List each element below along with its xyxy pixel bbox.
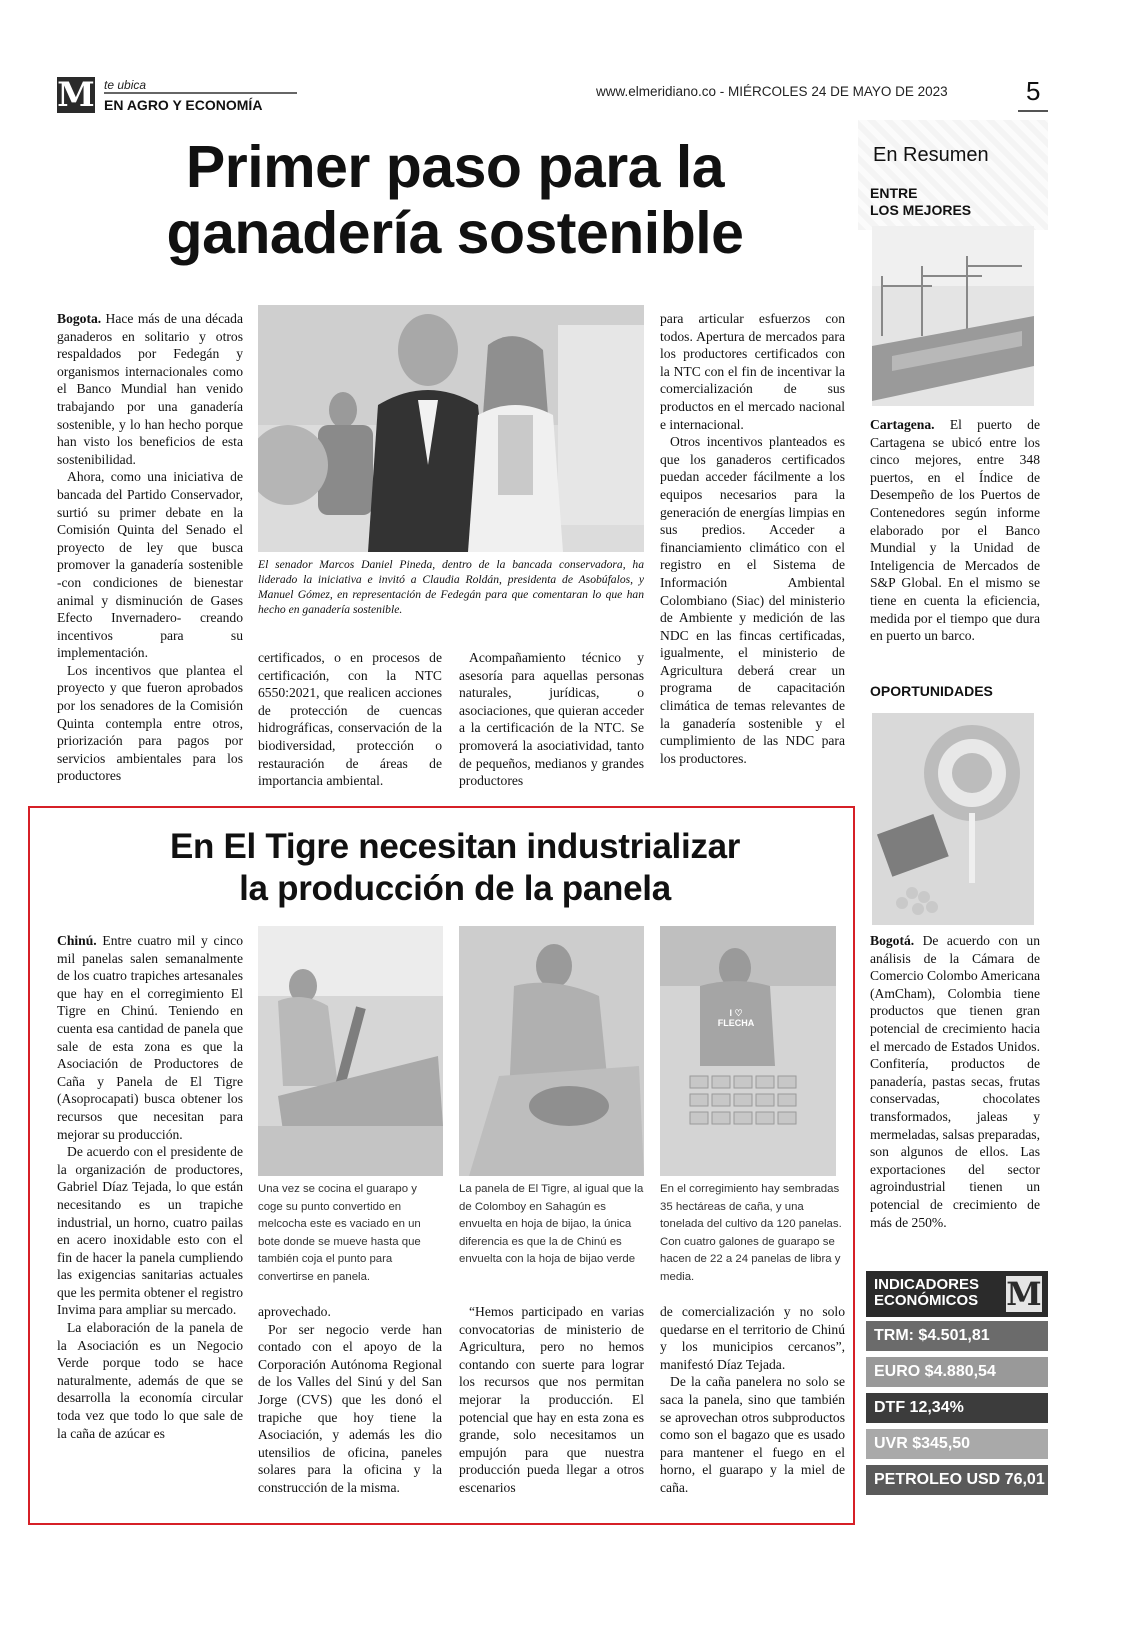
panela-caption-3: En el corregimiento hay sembradas 35 hectáreas de caña, y una tonelada del cultivo da 120 panelas. Con cuatro galones de guarapo se hacen de 22 a 24 panelas de libra y media. bbox=[660, 1183, 842, 1283]
article2-headline-line2: la producción de la panela bbox=[239, 869, 671, 908]
article2-col2 bbox=[258, 1303, 442, 1497]
confectionery-photo bbox=[872, 713, 1034, 925]
page-number: 5 bbox=[1026, 76, 1041, 106]
article2-col1 bbox=[57, 932, 243, 1442]
sidebar-item2-dateline: Bogotá. bbox=[870, 933, 915, 948]
section-label: EN AGRO Y ECONOMÍA bbox=[104, 97, 263, 113]
cartagena-port-photo bbox=[872, 226, 1034, 406]
wrapping-panela-photo bbox=[459, 926, 644, 1176]
sidebar-item1-heading bbox=[870, 185, 971, 219]
panela-caption-2: La panela de El Tigre, al igual que la de Colomboy en Sahagún es envuelta en hoja de bijao, la única diferencia es que la de Chinú es envuelta con la hoja de bijao verde bbox=[459, 1183, 644, 1265]
article1-col4 bbox=[660, 310, 845, 767]
article1-photo bbox=[258, 305, 644, 552]
article1-headline-line2: ganadería sostenible bbox=[166, 200, 744, 266]
date-line: www.elmeridiano.co - MIÉRCOLES 24 DE MAYO DE 2023 bbox=[596, 84, 948, 99]
article1-col3-text: Acompañamiento técnico y asesoría para aquellas personas naturales, jurídicas, o asociaciones, que quieran acceder a la certificación de la NTC. Se promoverá la asociatividad, tanto de pequeños, medianos y grandes productores bbox=[459, 650, 644, 789]
article2-headline-line1: En El Tigre necesitan industrializar bbox=[169, 827, 741, 866]
article1-headline bbox=[60, 134, 850, 266]
candy-photo bbox=[872, 713, 1034, 925]
article2-headline bbox=[60, 826, 850, 910]
indicators-title bbox=[874, 1277, 979, 1309]
panela-photo-3 bbox=[660, 926, 836, 1176]
sidebar-item2-body: De acuerdo con un análisis de la Cámara de Comercio Colombo Americana (AmCham), Colombia tiene productos que tienen gran potencial de crecimiento hacia el mercado de Estados Unidos. Confitería, productos de panadería, pastas secas, frutas conservadas, chocolates transformados, jaleas y mermeladas, salsas preparadas, son algunos de ellos. Las exportaciones del sector agroindustrial tienen un potencial de crecimiento de más de 250%. bbox=[870, 933, 1040, 1230]
indicators-header bbox=[866, 1271, 1048, 1317]
article2-col3-text: “Hemos participado en varias convocatorias de ministerio de Agricultura, pero no hemos contando con suerte para lograr los recursos que nos permitan mejorar la producción. El potencial que hay en esta zona es grande, solo necesitamos un empujón para que nuestra producción pueda llegar a otros escenarios bbox=[459, 1304, 644, 1495]
shirt-print-line2: FLECHA bbox=[717, 1018, 755, 1028]
sidebar-item1-heading-line2: LOS MEJORES bbox=[870, 202, 972, 218]
indicators-title-line1: INDICADORES bbox=[874, 1276, 980, 1293]
indicator-dtf: DTF 12,34% bbox=[866, 1393, 1048, 1423]
sidebar-item1-body: El puerto de Cartagena se ubicó entre los cinco mejores, entre 348 puertos, en el Índice de Desempeño de los Puertos de Contenedores según informe elaborado por el Banco Mundial y la Unidad de Inteligencia de Mercados de S&P Global. En el mismo se tiene en cuenta la eficiencia, medida por el tiempo que dura en puerto un barco. bbox=[870, 417, 1040, 644]
indicators-logo-letter: M bbox=[1006, 1275, 1042, 1313]
panela-caption-1: Una vez se cocina el guarapo y coge su punto convertido en melcocha este es vaciado en un bote donde se mueve hasta que también coja el punto para convertirse en panela. bbox=[258, 1183, 421, 1283]
article1-col4-p2: Otros incentivos planteados es que los ganaderos certificados puedan acceder fácilmente a los equipos necesarios para la generación de energías limpias en sus predios. Acceder a financiamiento climático con el registro en el Sistema de Información Ambiental Colombiano (Siac) del ministerio de Ambiente y medición de las NDC en las fincas certificadas, igualmente, el ministerio de Agricultura deberá crear un programa de capacitación climática de temas relevantes de la ganadería sostenible y el cumplimiento de las NDC para los productores. bbox=[660, 434, 845, 766]
article1-photo-caption: El senador Marcos Daniel Pineda, dentro de la bancada conservadora, ha liderado la iniciativa e invitó a Claudia Roldán, presidenta de Asobúfalos, y Manuel Gómez, en representación de Fedegán para que comentaran lo que han hecho en ganadería sostenible. bbox=[258, 558, 644, 616]
panela-photo-1 bbox=[258, 926, 443, 1176]
shirt-print-line1: I ♡ bbox=[729, 1008, 743, 1018]
guarapo-vat-photo bbox=[258, 926, 443, 1176]
article1-col2 bbox=[258, 649, 442, 790]
indicators-title-line2: ECONÓMICOS bbox=[874, 1292, 979, 1309]
indicator-euro: EURO $4.880,54 bbox=[866, 1357, 1048, 1387]
article1-col1-p1: Hace más de una década ganaderos en solitario y otros respaldados por Fedegán y organismos internacionales como el Banco Mundial han venido trabajando por una ganadería sostenible, y lo han hecho porque han visto los beneficios de esta sostenibilidad. bbox=[57, 311, 243, 467]
section-rule bbox=[104, 92, 297, 94]
article1-col4-p1: para articular esfuerzos con todos. Apertura de mercados para los productores certificados con la NTC con el fin de incentivar la comercialización de sus productos en el mercado nacional e internacional. bbox=[660, 311, 845, 432]
article1-col1-p3: Los incentivos que plantea el proyecto y que fueron aprobados por los senadores de la Comisión Quinta contempla entre otros, priorización para pagos por servicios ambientales para los productores bbox=[57, 662, 243, 784]
article2-col1-p3: La elaboración de la panela de la Asociación es un Negocio Verde porque todo se hace naturalmente, además de que se desarrolla la economía circular toda vez que todo lo que sale de la caña de azúcar es bbox=[57, 1320, 243, 1441]
logo-letter: M bbox=[57, 75, 95, 115]
sidebar-item1-dateline: Cartagena. bbox=[870, 417, 935, 432]
section-tagline: te ubica bbox=[104, 78, 147, 92]
article1-col1-p2: Ahora, como una iniciativa de bancada del Partido Conservador, surtió su primer debate en la Comisión Quinta del Senado el proyecto de ley que busca promover la ganadería sostenible -con condiciones de bienestar animal y disminución de Gases Efecto Invernadero- creando incentivos para su implementación. bbox=[57, 469, 243, 661]
sidebar-item2-text bbox=[870, 932, 1040, 1231]
port-photo bbox=[872, 226, 1034, 406]
indicators-panel bbox=[866, 1271, 1048, 1501]
article1-col1 bbox=[57, 310, 243, 785]
article2-col1-p1: Entre cuatro mil y cinco mil panelas salen semanalmente de los cuatro trapiches artesanales que hay en el corregimiento El Tigre en Chinú. Teniendo en cuenta esa cantidad de panela que sale de esta zona es que la Asociación de Productores de Caña y Panela de El Tigre (Asoprocapati) busca obtener los recursos que necesitan para mejorar su producción. bbox=[57, 933, 243, 1142]
masthead-logo bbox=[57, 77, 95, 113]
shirt-print bbox=[712, 1008, 760, 1028]
sidebar-item1-text bbox=[870, 416, 1040, 645]
indicator-trm: TRM: $4.501,81 bbox=[866, 1321, 1048, 1351]
article2-col3 bbox=[459, 1303, 644, 1497]
sidebar-item2-heading: OPORTUNIDADES bbox=[870, 683, 993, 699]
sidebar-title: En Resumen bbox=[873, 144, 989, 166]
article2-col4 bbox=[660, 1303, 845, 1497]
article2-col2-p2: Por ser negocio verde han contado con el apoyo de la Corporación Autónoma Regional de los Valles del Sinú y del San Jorge (CVS) que les donó el trapiche que hoy tiene la Asociación, y además les dio utensilios de oficina, paneles solares para la oficina y la construcción de la misma. bbox=[258, 1321, 442, 1495]
indicator-petroleo: PETROLEO USD 76,01 bbox=[866, 1465, 1048, 1495]
panela-photo-2 bbox=[459, 926, 644, 1176]
article2-col2-p1: aprovechado. bbox=[258, 1304, 331, 1319]
article1-dateline: Bogota. bbox=[57, 311, 102, 326]
page-number-rule bbox=[1018, 110, 1048, 112]
senator-group-photo bbox=[258, 305, 644, 552]
article1-col3 bbox=[459, 649, 644, 790]
article2-col4-p2: De la caña panelera no solo se saca la panela, sino que también se aprovechan otros subproductos como son el bagazo que es usado para mantener el fuego en el horno, el guarapo y la miel de caña. bbox=[660, 1374, 845, 1495]
article1-headline-line1: Primer paso para la bbox=[185, 134, 725, 200]
sidebar-item1-heading-line1: ENTRE bbox=[870, 185, 918, 201]
article2-col1-p2: De acuerdo con el presidente de la organización de productores, Gabriel Díaz Tejada, lo que están necesitando es un trapiche industrial, un horno, cuatro pailas en acero inoxidable esto con el fin de hacer la panela cumpliendo las exigencias sanitarias actuales que les permita obtener el registro Invima para ampliar su mercado. bbox=[57, 1144, 243, 1318]
article2-dateline: Chinú. bbox=[57, 933, 97, 948]
article2-col4-p1: de comercialización y no solo quedarse en el territorio de Chinú y los municipios cercanos”, manifestó Díaz Tejada. bbox=[660, 1304, 845, 1372]
indicators-logo bbox=[1006, 1276, 1042, 1312]
article1-col2-text: certificados, o en procesos de certificación, con la NTC 6550:2021, que realicen acciones de protección de cuencas hidrográficas, conservación de la biodiversidad, protección o restauración de áreas de importancia ambiental. bbox=[258, 650, 442, 789]
indicator-uvr: UVR $345,50 bbox=[866, 1429, 1048, 1459]
panela-molds-photo bbox=[660, 926, 836, 1176]
